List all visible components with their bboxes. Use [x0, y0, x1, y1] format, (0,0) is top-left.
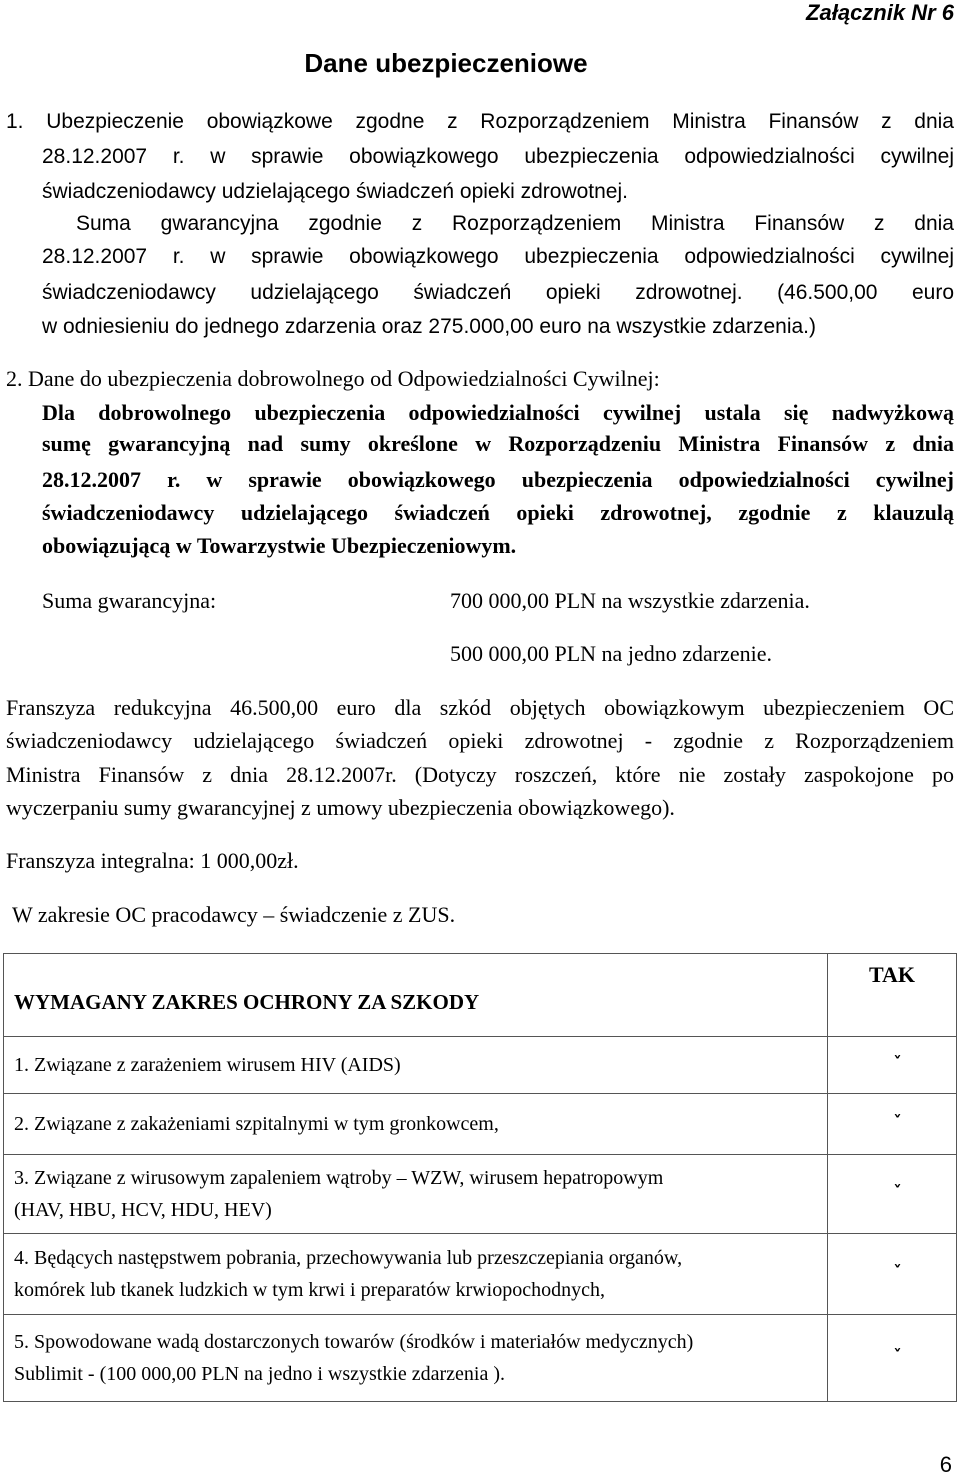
- employer-liability-note: W zakresie OC pracodawcy – świadczenie z ZUS.: [12, 902, 456, 927]
- table-row: [4, 1037, 957, 1094]
- table-row: [4, 1155, 957, 1234]
- item2-bold-line-1: Dla dobrowolnego ubezpieczenia odpowiedzialności cywilnej ustala się nadwyżkową: [42, 400, 954, 425]
- table-cell-scope: [4, 1094, 828, 1155]
- check-mark-icon: [828, 1094, 957, 1155]
- check-mark-icon: [828, 1037, 957, 1094]
- table-header-scope: WYMAGANY ZAKRES OCHRONY ZA SZKODY: [4, 954, 828, 1037]
- item2-intro: 2. Dane do ubezpieczenia dobrowolnego od Odpowiedzialności Cywilnej:: [6, 366, 660, 391]
- table-row: [4, 1315, 957, 1402]
- sum-insured-one-event: 500 000,00 PLN na jedno zdarzenie.: [450, 641, 772, 666]
- item2-bold-line-2: sumę gwarancyjną nad sumy określone w Rozporządzeniu Ministra Finansów z dnia: [42, 431, 954, 456]
- check-mark-icon: [828, 1315, 957, 1402]
- scope-text: (HAV, HBU, HCV, HDU, HEV): [14, 1199, 272, 1221]
- item1-line-4: Suma gwarancyjna zgodnie z Rozporządzeniem Ministra Finansów z dnia: [76, 212, 954, 235]
- franchise-line-3: Ministra Finansów z dnia 28.12.2007r. (Dotyczy roszczeń, które nie zostały zaspokojone po: [6, 762, 954, 787]
- table-row: [4, 1234, 957, 1315]
- scope-text: 4. Będących następstwem pobrania, przechowywania lub przeszczepiania organów,: [14, 1247, 683, 1269]
- table-cell-scope: [4, 1037, 828, 1094]
- sum-insured-all-events: 700 000,00 PLN na wszystkie zdarzenia.: [450, 588, 810, 613]
- item1-line-3: świadczeniodawcy udzielającego świadczeń opieki zdrowotnej.: [42, 180, 628, 203]
- sum-insured-label: Suma gwarancyjna:: [42, 588, 217, 613]
- scope-text: 1. Związane z zarażeniem wirusem HIV (AIDS): [14, 1054, 401, 1076]
- franchise-line-1: Franszyza redukcyjna 46.500,00 euro dla szkód objętych obowiązkowym ubezpieczeniem OC: [6, 695, 954, 720]
- item2-bold-line-5: obowiązującą w Towarzystwie Ubezpieczeniowym.: [42, 533, 517, 558]
- item1-line-5: 28.12.2007 r. w sprawie obowiązkowego ubezpieczenia odpowiedzialności cywilnej: [42, 245, 954, 268]
- table-cell-scope: [4, 1315, 828, 1402]
- item2-bold-line-4: świadczeniodawcy udzielającego świadczeń opieki zdrowotnej, zgodnie z klauzulą: [42, 500, 954, 525]
- attachment-label: Załącznik Nr 6: [806, 0, 954, 25]
- item1-line-2: 28.12.2007 r. w sprawie obowiązkowego ubezpieczenia odpowiedzialności cywilnej: [42, 145, 954, 168]
- item1-line-1: 1. Ubezpieczenie obowiązkowe zgodne z Rozporządzeniem Ministra Finansów z dnia: [6, 110, 954, 133]
- franchise-line-2: świadczeniodawcy udzielającego świadczeń opieki zdrowotnej - zgodnie z Rozporządzeniem: [6, 728, 954, 753]
- table-cell-scope: [4, 1234, 828, 1315]
- scope-text: Sublimit - (100 000,00 PLN na jedno i wszystkie zdarzenia ).: [14, 1363, 506, 1385]
- page-title: Dane ubezpieczeniowe: [304, 48, 588, 78]
- scope-text: 5. Spowodowane wadą dostarczonych towarów (środków i materiałów medycznych): [14, 1331, 694, 1353]
- table-header-row: [4, 954, 957, 1037]
- table-row: [4, 1094, 957, 1155]
- table-cell-scope: [4, 1155, 828, 1234]
- franchise-integral: Franszyza integralna: 1 000,00zł.: [6, 848, 299, 873]
- check-mark-icon: [828, 1155, 957, 1234]
- scope-text: 2. Związane z zakażeniami szpitalnymi w tym gronkowcem,: [14, 1113, 499, 1135]
- item1-line-6: świadczeniodawcy udzielającego świadczeń opieki zdrowotnej. (46.500,00 euro: [42, 281, 954, 304]
- item1-line-7: w odniesieniu do jednego zdarzenia oraz 275.000,00 euro na wszystkie zdarzenia.): [42, 315, 816, 338]
- scope-text: 3. Związane z wirusowym zapaleniem wątroby – WZW, wirusem hepatropowym: [14, 1167, 664, 1189]
- franchise-line-4: wyczerpaniu sumy gwarancyjnej z umowy ubezpieczenia obowiązkowego).: [6, 795, 675, 820]
- item2-bold-line-3: 28.12.2007 r. w sprawie obowiązkowego ubezpieczenia odpowiedzialności cywilnej: [42, 467, 954, 492]
- coverage-table: [3, 953, 957, 1402]
- page-number: 6: [939, 1452, 952, 1477]
- scope-text: komórek lub tkanek ludzkich w tym krwi i preparatów krwiopochodnych,: [14, 1279, 605, 1301]
- table-header-yes: TAK: [828, 954, 957, 1037]
- check-mark-icon: [828, 1234, 957, 1315]
